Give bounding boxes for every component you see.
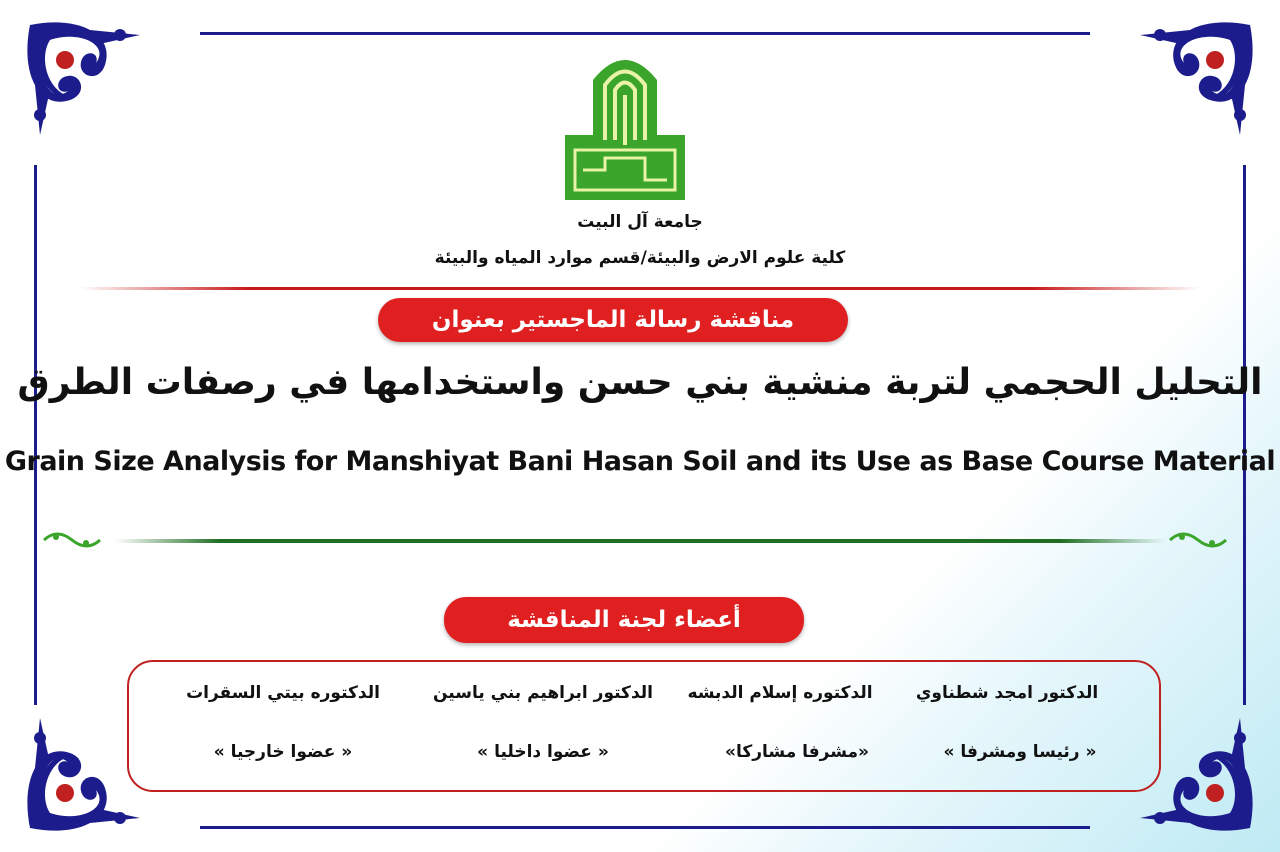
red-divider: [80, 287, 1200, 290]
member-name-1: الدكتور امجد شطناوي: [915, 683, 1099, 703]
committee-heading: أعضاء لجنة المناقشة: [444, 597, 804, 643]
frame-left-line: [34, 165, 37, 705]
member-role-2: «مشرفا مشاركا»: [724, 742, 870, 762]
frame-bottom-line: [200, 826, 1090, 829]
corner-ornament-top-left: [20, 15, 150, 145]
committee-box: [127, 660, 1161, 792]
thesis-title-arabic: التحليل الحجمي لتربة منشية بني حسن واستخدامها في رصفات الطرق: [17, 362, 1263, 403]
university-name: جامعة آل البيت: [577, 212, 703, 232]
member-role-4: « عضوا خارجيا »: [213, 742, 353, 762]
member-name-3: الدكتور ابراهيم بني ياسين: [433, 683, 653, 703]
member-name-2: الدكتوره إسلام الدبشه: [687, 683, 873, 703]
corner-ornament-top-right: [1130, 15, 1260, 145]
member-name-4: الدكتوره بيتي السقرات: [186, 683, 380, 703]
member-role-3: « عضوا داخليا »: [477, 742, 609, 762]
frame-right-line: [1243, 165, 1246, 705]
leaf-ornament-right: [1168, 528, 1228, 552]
green-divider: [115, 539, 1165, 543]
discussion-banner: مناقشة رسالة الماجستير بعنوان: [378, 298, 848, 342]
leaf-ornament-left: [42, 528, 102, 552]
member-role-1: « رئيسا ومشرفا »: [943, 742, 1097, 762]
frame-top-line: [200, 32, 1090, 35]
college-department: كلية علوم الارض والبيئة/قسم موارد المياه والبيئة: [434, 248, 846, 268]
thesis-title-english: Grain Size Analysis for Manshiyat Bani Hasan Soil and its Use as Base Course Material: [4, 446, 1276, 477]
university-logo: [565, 50, 685, 200]
